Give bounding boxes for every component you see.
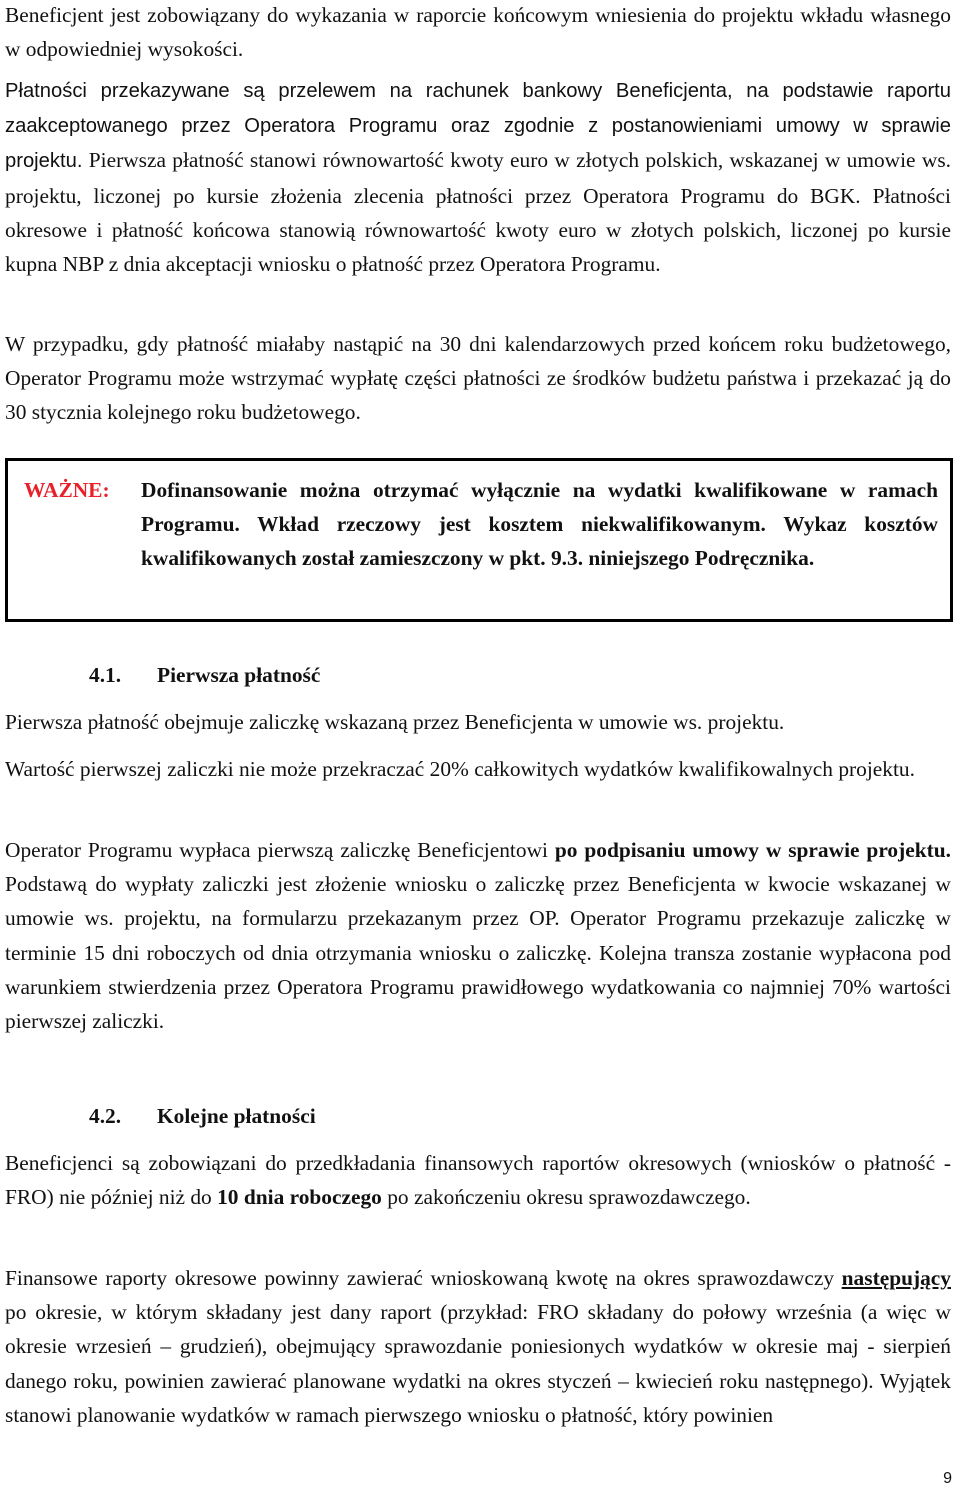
paragraph-text: W przypadku, gdy płatność miałaby nastąpić na 30 dni kalendarzowych przed końcem roku budżetowego, Operator Programu może wstrzymać wypłatę części płatności ze środków budżetu państwa i przekazać ją do 30 stycznia kolejnego roku budżetowego. xyxy=(5,332,951,425)
paragraph-text: po okresie, w którym składany jest dany raport (przykład: FRO składany do połowy września (a więc w okresie wrzesień – grudzień), obejmujący sprawozdanie poniesionych wydatków w okresie maj - sierpień danego roku, powinien zawierać planowane wydatki na okres styczeń – kwiecień roku następnego). Wyjątek stanowi planowanie wydatków w ramach pierwszego wniosku o płatność, który powinien xyxy=(5,1300,951,1427)
section-heading-4-1 xyxy=(89,658,320,692)
section-number: 4.1. xyxy=(89,663,122,687)
paragraph-text: Finansowe raporty okresowe powinny zawierać wnioskowaną kwotę na okres sprawozdawczy xyxy=(5,1266,842,1290)
paragraph-text-sans: Płatności przekazywane są przelewem na rachunek bankowy Beneficjenta, na podstawie raportu zaakceptowanego przez Operatora Programu oraz zgodnie z postanowieniami umowy w sprawie projektu. xyxy=(5,80,951,173)
paragraph-text: Beneficjent jest zobowiązany do wykazania w raporcie końcowym wniesienia do projektu wkładu własnego w odpowiedniej wysokości. xyxy=(5,3,951,62)
paragraph-own-contribution xyxy=(5,0,951,66)
paragraph-text: Beneficjenci są zobowiązani do przedkładania finansowych raportów okresowych (wniosków o płatność - FRO) nie później niż do xyxy=(5,1151,951,1210)
paragraph-budget-year xyxy=(5,327,951,430)
page-number: 9 xyxy=(943,1470,952,1487)
section-title: Pierwsza płatność xyxy=(157,663,321,687)
notice-text: Dofinansowanie można otrzymać wyłącznie na wydatki kwalifikowane w ramach Programu. Wkład rzeczowy jest kosztem niekwalifikowanym. Wykaz kosztów kwalifikowanych został zamieszczony w pkt. 9.3. niniejszego Podręcznika. xyxy=(141,478,938,571)
section-number: 4.2. xyxy=(89,1104,122,1128)
paragraph-text: Płatności okresowe i płatność końcowa stanowią równowartość kwoty euro w złotych polskich, liczonej po kursie kupna NBP z dnia akceptacji wniosku o płatność przez Operatora Programu. xyxy=(5,183,951,277)
section-title: Kolejne płatności xyxy=(157,1104,316,1128)
paragraph-text-bold-underlined: następujący xyxy=(841,1266,951,1290)
paragraph-text: Pierwsza płatność obejmuje zaliczkę wskazaną przez Beneficjenta w umowie ws. projektu. xyxy=(5,710,785,734)
paragraph-advance-payment xyxy=(5,833,951,1038)
paragraph-text-bold: 10 dnia roboczego xyxy=(217,1185,382,1210)
paragraph-first-payment xyxy=(5,705,951,739)
paragraph-text: po zakończeniu okresu sprawozdawczego. xyxy=(381,1185,751,1210)
paragraph-payments xyxy=(5,73,951,281)
paragraph-text: Wartość pierwszej zaliczki nie może przekraczać 20% całkowitych wydatków kwalifikowalnych projektu. xyxy=(5,757,915,781)
paragraph-text: Pierwsza płatność stanowi równowartość kwoty euro w złotych polskich, wskazanej w umowie ws. projektu, liczonej po kursie złożenia zlecenia płatności przez Operatora Programu do BGK. xyxy=(5,148,951,208)
paragraph-text: Operator Programu wypłaca pierwszą zaliczkę Beneficjentowi xyxy=(5,838,555,862)
paragraph-text-bold: po podpisaniu umowy w sprawie projektu. xyxy=(554,838,951,862)
paragraph-report-contents xyxy=(5,1261,951,1432)
paragraph-text: Podstawą do wypłaty zaliczki jest złożenie wniosku o zaliczkę przez Beneficjenta w kwocie wskazanej w umowie ws. projektu, na formularzu przekazanym przez OP. Operator Programu przekazuje zaliczkę w terminie 15 dni roboczych od dnia otrzymania wniosku o zaliczkę. Kolejna transza zostanie wypłacona pod warunkiem stwierdzenia przez Operatora Programu prawidłowego wydatkowania co najmniej 70% wartości pierwszej zaliczki. xyxy=(5,872,951,1034)
section-heading-4-2 xyxy=(89,1099,316,1133)
important-notice-box xyxy=(5,458,953,622)
notice-label: WAŻNE: xyxy=(24,478,110,502)
paragraph-advance-limit xyxy=(5,752,951,786)
paragraph-periodic-reports xyxy=(5,1146,951,1214)
